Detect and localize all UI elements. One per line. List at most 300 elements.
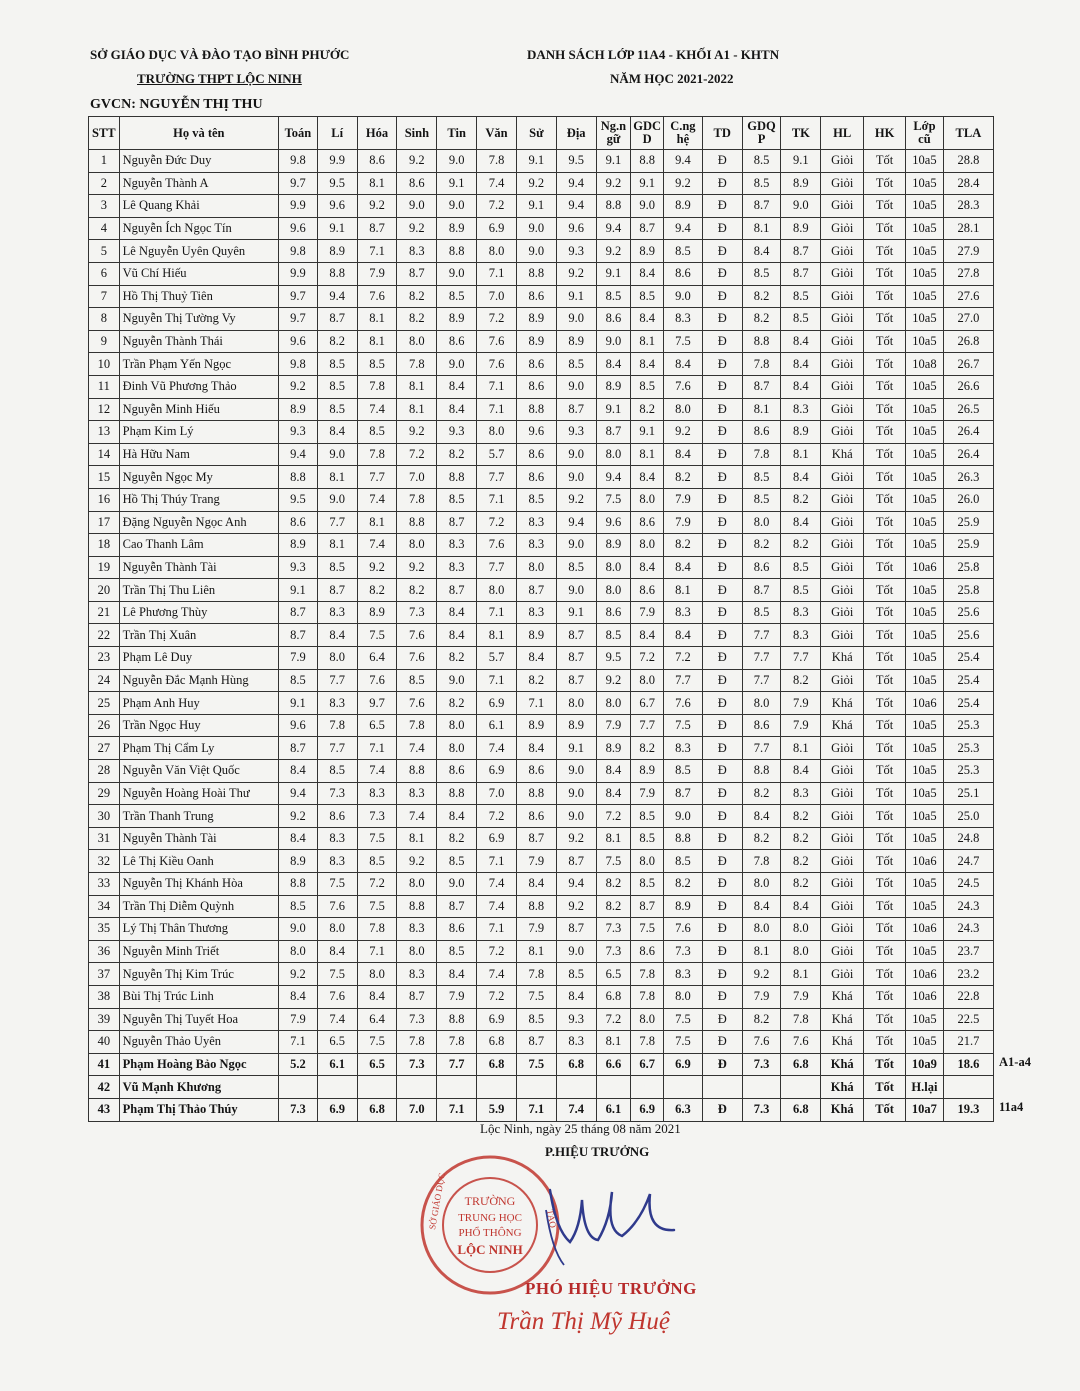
grade-cell: 8.5 [742, 172, 781, 195]
grade-cell: Đ [702, 1098, 742, 1121]
grade-cell: 7.8 [631, 985, 664, 1008]
grade-cell: 10a5 [906, 1008, 944, 1031]
grade-cell: 7.3 [278, 1098, 317, 1121]
grade-cell: 7.3 [742, 1053, 781, 1076]
grade-cell: 8.7 [556, 647, 596, 670]
grade-cell: 8.9 [556, 714, 596, 737]
grade-cell: Tốt [864, 443, 906, 466]
grade-cell: 8.9 [663, 895, 702, 918]
student-name-cell: Trần Thị Thu Liên [119, 579, 278, 602]
grade-cell: Đ [702, 262, 742, 285]
grade-cell: 7.8 [742, 353, 781, 376]
grade-cell: 8.0 [596, 556, 631, 579]
grade-cell: 9.2 [357, 556, 397, 579]
grade-cell: Tốt [864, 601, 906, 624]
grade-cell: 9.0 [663, 285, 702, 308]
grade-cell: Tốt [864, 285, 906, 308]
grade-cell: 8.2 [357, 579, 397, 602]
grade-cell [663, 1076, 702, 1099]
column-header: Lí [317, 117, 357, 150]
grade-cell: 9.4 [317, 285, 357, 308]
grade-cell: Giỏi [821, 601, 864, 624]
grade-cell: 9.2 [742, 963, 781, 986]
grade-cell: 7 [89, 285, 120, 308]
grade-cell: Đ [702, 624, 742, 647]
grade-cell: 8.2 [596, 895, 631, 918]
student-name-cell: Phạm Hoàng Bảo Ngọc [119, 1053, 278, 1076]
grade-cell: Tốt [864, 488, 906, 511]
grade-cell: 8.7 [437, 895, 477, 918]
place-date: Lộc Ninh, ngày 25 tháng 08 năm 2021 [480, 1121, 681, 1136]
grade-cell: 7.8 [357, 918, 397, 941]
student-row [89, 511, 994, 534]
student-row [89, 398, 994, 421]
grade-cell: 8.5 [663, 850, 702, 873]
grade-cell: 28.4 [943, 172, 993, 195]
column-header: Toán [278, 117, 317, 150]
grade-cell: 8.9 [781, 217, 821, 240]
student-name-cell: Nguyễn Thị Kim Trúc [119, 963, 278, 986]
grade-cell: 8.7 [556, 918, 596, 941]
grade-cell: 8.5 [357, 850, 397, 873]
grade-cell: 13 [89, 421, 120, 444]
grade-cell: 9.2 [596, 669, 631, 692]
grade-cell: 30 [89, 805, 120, 828]
grade-cell: 7.4 [357, 398, 397, 421]
grade-cell: Giỏi [821, 827, 864, 850]
student-name-cell: Nguyễn Minh Hiếu [119, 398, 278, 421]
grade-cell: Khá [821, 985, 864, 1008]
student-name-cell: Phạm Thị Thảo Thúy [119, 1098, 278, 1121]
student-row [89, 805, 994, 828]
grade-cell: 24 [89, 669, 120, 692]
grades-table [88, 116, 994, 1122]
grade-cell: 5.2 [278, 1053, 317, 1076]
grade-cell: 8.4 [317, 940, 357, 963]
grade-cell: 7.6 [397, 624, 437, 647]
grade-cell: 8.4 [781, 466, 821, 489]
grade-cell: Tốt [864, 669, 906, 692]
grade-cell: 8.3 [397, 240, 437, 263]
grade-cell: 27.6 [943, 285, 993, 308]
grade-cell: Tốt [864, 353, 906, 376]
grade-cell: 9.1 [278, 692, 317, 715]
grade-cell: 8.9 [596, 534, 631, 557]
grade-cell: 26.5 [943, 398, 993, 421]
grade-cell: 8.6 [742, 556, 781, 579]
grade-cell: 8.3 [397, 918, 437, 941]
grade-cell: 8.4 [631, 466, 664, 489]
grade-cell: 7.5 [357, 1031, 397, 1054]
grade-cell: 7.4 [477, 895, 517, 918]
grade-cell: Giỏi [821, 488, 864, 511]
grade-cell: 9.2 [556, 895, 596, 918]
grade-cell: 7.2 [477, 985, 517, 1008]
grade-cell: 8.8 [278, 873, 317, 896]
grade-cell: 6.7 [631, 1053, 664, 1076]
grade-cell: 8.8 [437, 1008, 477, 1031]
grade-cell [317, 1076, 357, 1099]
grade-cell: 9.2 [397, 556, 437, 579]
grade-cell: 7.7 [663, 669, 702, 692]
student-row [89, 375, 994, 398]
grade-cell: 7.4 [477, 737, 517, 760]
grade-cell: 7.7 [357, 466, 397, 489]
grade-cell: 10a5 [906, 737, 944, 760]
grade-cell: 8.7 [781, 240, 821, 263]
grade-cell: Đ [702, 601, 742, 624]
grade-cell: Khá [821, 1053, 864, 1076]
grade-cell: 8.4 [596, 353, 631, 376]
grade-cell: 9.5 [596, 647, 631, 670]
grade-cell: 9.1 [556, 737, 596, 760]
grade-cell: 8.0 [663, 398, 702, 421]
grade-cell: 8.2 [781, 669, 821, 692]
grade-cell: 9.0 [596, 330, 631, 353]
grade-cell: 9.1 [596, 398, 631, 421]
student-name-cell: Trần Thanh Trung [119, 805, 278, 828]
column-header: Tin [437, 117, 477, 150]
grade-cell: 3 [89, 195, 120, 218]
column-header: Văn [477, 117, 517, 150]
student-name-cell: Nguyễn Hoàng Hoài Thư [119, 782, 278, 805]
grade-cell: 8.5 [317, 398, 357, 421]
student-name-cell: Nguyễn Thị Khánh Hòa [119, 873, 278, 896]
grade-cell: 9.6 [278, 217, 317, 240]
grade-cell: 10a5 [906, 217, 944, 240]
column-header: STT [89, 117, 120, 150]
grade-cell: 10 [89, 353, 120, 376]
grade-cell: 21 [89, 601, 120, 624]
grade-cell: 9.0 [556, 782, 596, 805]
grade-cell: Giỏi [821, 195, 864, 218]
grade-cell: 7.4 [477, 963, 517, 986]
grade-cell: 8.0 [631, 534, 664, 557]
grade-cell: Tốt [864, 782, 906, 805]
grade-cell: 9.1 [437, 172, 477, 195]
grade-cell: 8.8 [397, 895, 437, 918]
grade-cell: 25.3 [943, 714, 993, 737]
student-name-cell: Hà Hữu Nam [119, 443, 278, 466]
grade-cell: 8.5 [781, 579, 821, 602]
grade-cell: 7.1 [477, 375, 517, 398]
grade-cell: 8.4 [278, 985, 317, 1008]
grade-cell [742, 1076, 781, 1099]
student-name-cell: Trần Thị Diễm Quỳnh [119, 895, 278, 918]
grade-cell: 7.8 [516, 963, 556, 986]
grade-cell: Giỏi [821, 330, 864, 353]
grade-cell: 9.7 [278, 172, 317, 195]
grade-cell: 6.9 [317, 1098, 357, 1121]
student-name-cell: Cao Thanh Lâm [119, 534, 278, 557]
grade-cell: 8.0 [556, 692, 596, 715]
grade-cell: 8.4 [781, 330, 821, 353]
grade-cell: 7.7 [317, 669, 357, 692]
grade-cell: 9.2 [556, 262, 596, 285]
grade-cell: 8.7 [631, 217, 664, 240]
grade-cell: 8.4 [781, 511, 821, 534]
grade-cell: 7.6 [477, 534, 517, 557]
grade-cell: 7.9 [278, 1008, 317, 1031]
grade-cell: 25.3 [943, 760, 993, 783]
grade-cell: Đ [702, 1008, 742, 1031]
grade-cell: Đ [702, 195, 742, 218]
grade-cell: 9.7 [278, 285, 317, 308]
student-row [89, 330, 994, 353]
grade-cell: 9.2 [278, 805, 317, 828]
grade-cell: 10a5 [906, 669, 944, 692]
grade-cell: 8.3 [397, 782, 437, 805]
grade-cell: 7.7 [317, 511, 357, 534]
student-row [89, 760, 994, 783]
grade-cell: 7.5 [516, 985, 556, 1008]
grade-cell: 7.9 [663, 511, 702, 534]
grade-cell: 8.2 [631, 737, 664, 760]
svg-text:LỘC NINH: LỘC NINH [457, 1242, 523, 1257]
grade-cell: 6.5 [317, 1031, 357, 1054]
svg-text:PHỔ THÔNG: PHỔ THÔNG [458, 1227, 522, 1239]
grade-cell: 7.2 [477, 308, 517, 331]
grade-cell: 8.4 [663, 443, 702, 466]
grade-cell: 8.8 [516, 398, 556, 421]
grade-cell: 25.4 [943, 692, 993, 715]
grade-cell: 7.8 [742, 850, 781, 873]
grade-cell: 10a5 [906, 714, 944, 737]
grade-cell: 10a5 [906, 375, 944, 398]
grade-cell: Giỏi [821, 737, 864, 760]
grade-cell: Giỏi [821, 805, 864, 828]
grade-cell [278, 1076, 317, 1099]
list-title: DANH SÁCH LỚP 11A4 - KHỐI A1 - KHTN [527, 47, 780, 62]
grade-cell: 8.6 [437, 330, 477, 353]
grade-cell [397, 1076, 437, 1099]
grade-cell: 19.3 [943, 1098, 993, 1121]
grade-cell: 8.5 [357, 421, 397, 444]
student-row [89, 963, 994, 986]
grade-cell: 8.8 [742, 760, 781, 783]
column-header: Sử [516, 117, 556, 150]
grade-cell: 7.8 [397, 1031, 437, 1054]
grade-cell: 29 [89, 782, 120, 805]
grade-cell: Đ [702, 353, 742, 376]
grade-cell: 8.8 [397, 760, 437, 783]
grade-cell: Đ [702, 737, 742, 760]
grade-cell: 9.0 [437, 353, 477, 376]
grade-cell: 7.1 [357, 737, 397, 760]
grade-cell [596, 1076, 631, 1099]
grade-cell: 9.7 [278, 308, 317, 331]
grade-cell: 8.5 [437, 285, 477, 308]
grade-cell: 11 [89, 375, 120, 398]
student-row [89, 669, 994, 692]
grade-cell: Đ [702, 285, 742, 308]
grade-cell: 9.1 [781, 150, 821, 173]
grade-cell: 8.9 [516, 624, 556, 647]
grade-cell: 35 [89, 918, 120, 941]
grade-cell: 9.2 [556, 827, 596, 850]
grade-cell: 7.2 [477, 940, 517, 963]
grade-cell: 8.5 [556, 963, 596, 986]
grade-cell: 8.2 [397, 285, 437, 308]
grade-cell: 12 [89, 398, 120, 421]
grade-cell: Đ [702, 985, 742, 1008]
grade-cell: 9.9 [278, 262, 317, 285]
grade-cell: 26.4 [943, 443, 993, 466]
grade-cell: 43 [89, 1098, 120, 1121]
grade-cell: 9.0 [516, 217, 556, 240]
grade-cell: 8.8 [631, 150, 664, 173]
grade-cell: 7.8 [357, 375, 397, 398]
grade-cell: 6 [89, 262, 120, 285]
grade-cell: Tốt [864, 330, 906, 353]
grade-cell: 8.4 [278, 827, 317, 850]
grade-cell: 8.0 [742, 918, 781, 941]
grade-cell: 6.6 [596, 1053, 631, 1076]
grade-cell: 8.5 [596, 624, 631, 647]
grade-cell: 9.0 [437, 873, 477, 896]
signer-name: Trần Thị Mỹ Huệ [497, 1308, 670, 1335]
grade-cell: 6.9 [477, 827, 517, 850]
grade-cell: 8.5 [742, 262, 781, 285]
grade-cell: 7.5 [631, 918, 664, 941]
grade-cell: Tốt [864, 624, 906, 647]
grade-cell: 10a9 [906, 1053, 944, 1076]
grade-cell: 10a5 [906, 398, 944, 421]
grade-cell: 38 [89, 985, 120, 1008]
grade-cell: 8.3 [663, 601, 702, 624]
grade-cell: 7.6 [663, 692, 702, 715]
grade-cell: 23 [89, 647, 120, 670]
grade-cell: 8.7 [357, 217, 397, 240]
grade-cell: 10a5 [906, 624, 944, 647]
student-row [89, 466, 994, 489]
grade-cell: 31 [89, 827, 120, 850]
grade-cell: 8.5 [278, 669, 317, 692]
grade-cell: 25.1 [943, 782, 993, 805]
student-name-cell: Phạm Thị Cẩm Ly [119, 737, 278, 760]
grade-cell: 10a5 [906, 1031, 944, 1054]
grade-cell: 8 [89, 308, 120, 331]
grade-cell: 8.7 [278, 601, 317, 624]
department-name: SỞ GIÁO DỤC VÀ ĐÀO TẠO BÌNH PHƯỚC [90, 47, 350, 62]
grade-cell: 7.3 [663, 940, 702, 963]
grade-cell: 8.8 [663, 827, 702, 850]
grade-cell: 8.9 [631, 240, 664, 263]
grade-cell: 40 [89, 1031, 120, 1054]
grade-cell: Đ [702, 398, 742, 421]
grade-cell: 8.7 [742, 195, 781, 218]
grade-cell: 26.8 [943, 330, 993, 353]
grade-cell: 10a5 [906, 579, 944, 602]
grade-cell: 10a5 [906, 782, 944, 805]
grade-cell: 9.6 [596, 511, 631, 534]
grade-cell: Tốt [864, 805, 906, 828]
grade-cell: 10a5 [906, 940, 944, 963]
grade-cell: 8.2 [397, 579, 437, 602]
grade-cell: 8.4 [556, 985, 596, 1008]
grade-cell: Giỏi [821, 850, 864, 873]
grade-cell: 9.1 [516, 195, 556, 218]
grade-cell: 8.4 [437, 963, 477, 986]
grade-cell: 8.1 [631, 330, 664, 353]
svg-text:TẠO: TẠO [545, 1208, 559, 1229]
grade-cell: 10a5 [906, 511, 944, 534]
grade-cell: 8.4 [317, 624, 357, 647]
student-row [89, 308, 994, 331]
grade-cell: 8.0 [663, 985, 702, 1008]
grade-cell: 8.4 [596, 782, 631, 805]
grade-cell: Khá [821, 647, 864, 670]
grade-cell: 23.7 [943, 940, 993, 963]
grade-cell: 7.5 [663, 1008, 702, 1031]
grade-cell: 8.0 [596, 579, 631, 602]
grade-cell: Tốt [864, 1098, 906, 1121]
grade-cell: Đ [702, 805, 742, 828]
grade-cell: 27.9 [943, 240, 993, 263]
grade-cell: Đ [702, 782, 742, 805]
grade-cell: 25.9 [943, 534, 993, 557]
grade-cell: Đ [702, 534, 742, 557]
grade-cell: 23.2 [943, 963, 993, 986]
grade-cell: 27 [89, 737, 120, 760]
grade-cell: Khá [821, 1031, 864, 1054]
grade-cell: Đ [702, 850, 742, 873]
grade-cell: 39 [89, 1008, 120, 1031]
grade-cell: 10a5 [906, 827, 944, 850]
grade-cell: 9.0 [556, 443, 596, 466]
student-name-cell: Nguyễn Thành Thái [119, 330, 278, 353]
grade-cell: 27.0 [943, 308, 993, 331]
grade-cell: 8.2 [781, 873, 821, 896]
grade-cell: 8.0 [742, 873, 781, 896]
grade-cell: 8.4 [781, 895, 821, 918]
grade-cell: Đ [702, 579, 742, 602]
grade-cell: 9.0 [437, 150, 477, 173]
grade-cell: 8.5 [742, 150, 781, 173]
grade-cell: 5.9 [477, 1098, 517, 1121]
grade-cell: 9.3 [437, 421, 477, 444]
grade-cell: Đ [702, 217, 742, 240]
grade-cell: 8.7 [278, 737, 317, 760]
grade-cell: 8.1 [663, 579, 702, 602]
grade-cell: 9.2 [278, 375, 317, 398]
student-name-cell: Nguyễn Thị Tường Vy [119, 308, 278, 331]
grade-cell: Tốt [864, 1053, 906, 1076]
grade-cell: 9.4 [556, 195, 596, 218]
grade-cell: 8.1 [781, 737, 821, 760]
grade-cell: 8.6 [516, 443, 556, 466]
grade-cell: 7.5 [357, 827, 397, 850]
student-name-cell: Đinh Vũ Phương Thảo [119, 375, 278, 398]
grade-cell: Khá [821, 714, 864, 737]
grade-cell: 9.2 [278, 963, 317, 986]
student-row [89, 217, 994, 240]
grade-cell: 8.5 [278, 895, 317, 918]
grade-cell: 8.6 [516, 353, 556, 376]
grade-cell: 8.8 [516, 262, 556, 285]
grade-cell: 9.5 [278, 488, 317, 511]
grade-cell: 9.0 [556, 805, 596, 828]
grade-cell: 24.3 [943, 895, 993, 918]
grade-cell: 8.0 [742, 511, 781, 534]
grade-cell: 9.8 [278, 150, 317, 173]
grade-cell: 8.7 [596, 421, 631, 444]
grade-cell: 26.4 [943, 421, 993, 444]
student-name-cell: Vũ Chí Hiếu [119, 262, 278, 285]
grade-cell: 9.1 [631, 172, 664, 195]
grade-cell: 9.5 [556, 150, 596, 173]
grade-cell: 9.1 [631, 421, 664, 444]
